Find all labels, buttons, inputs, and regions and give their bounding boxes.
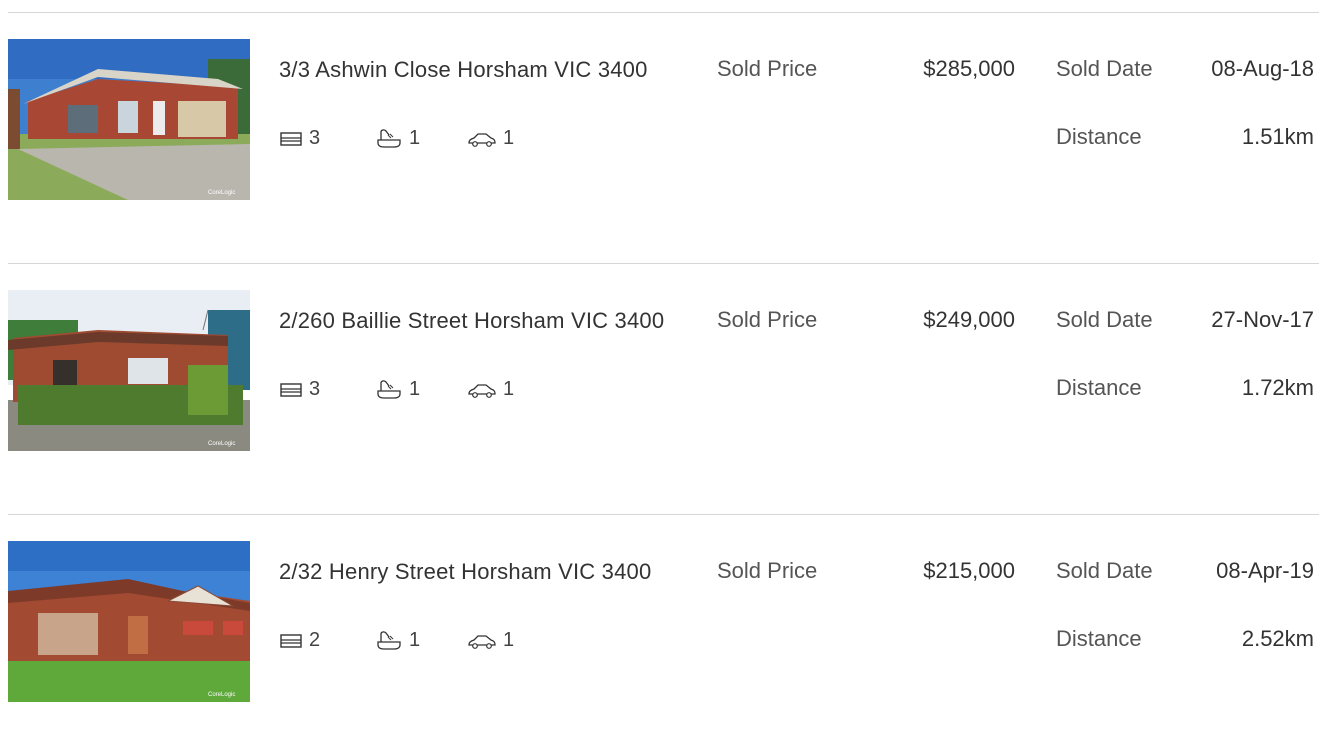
- property-address[interactable]: 2/260 Baillie Street Horsham VIC 3400: [279, 308, 665, 333]
- car-feature: [467, 127, 514, 150]
- sold-date-value: 27-Nov-17: [1211, 307, 1314, 332]
- car-feature: [467, 629, 514, 652]
- house-photo: [8, 541, 250, 702]
- listing-item[interactable]: [0, 290, 1320, 490]
- sold-price-value: $215,000: [923, 558, 1015, 583]
- bed-count: 3: [309, 378, 321, 400]
- bath-feature: [375, 378, 420, 401]
- sold-date-label: Sold Date: [1056, 56, 1153, 81]
- bath-icon: [375, 128, 403, 150]
- car-feature: [467, 378, 514, 401]
- sold-price-label: Sold Price: [717, 558, 818, 583]
- bath-count: 1: [409, 127, 421, 149]
- car-count: 1: [503, 378, 515, 400]
- bed-icon: [279, 130, 303, 148]
- house-photo: [8, 290, 250, 451]
- photo-watermark: CoreLogic: [208, 692, 236, 698]
- property-photo[interactable]: [8, 290, 250, 451]
- listing-item[interactable]: [0, 541, 1320, 741]
- property-address[interactable]: 2/32 Henry Street Horsham VIC 3400: [279, 559, 652, 584]
- property-address[interactable]: 3/3 Ashwin Close Horsham VIC 3400: [279, 57, 648, 82]
- bed-feature: [279, 378, 320, 401]
- sold-date-value: 08-Aug-18: [1211, 56, 1314, 81]
- bath-count: 1: [409, 629, 421, 651]
- car-icon: [467, 632, 497, 650]
- bed-icon: [279, 381, 303, 399]
- bed-icon: [279, 632, 303, 650]
- property-photo[interactable]: [8, 39, 250, 200]
- car-icon: [467, 130, 497, 148]
- listing-item[interactable]: [0, 39, 1320, 239]
- listing-divider: [8, 514, 1319, 515]
- bath-icon: [375, 630, 403, 652]
- photo-watermark: CoreLogic: [208, 190, 236, 196]
- bath-count: 1: [409, 378, 421, 400]
- car-count: 1: [503, 629, 515, 651]
- sold-date-label: Sold Date: [1056, 558, 1153, 583]
- sold-date-value: 08-Apr-19: [1216, 558, 1314, 583]
- house-photo: [8, 39, 250, 200]
- bath-feature: [375, 127, 420, 150]
- property-photo[interactable]: [8, 541, 250, 702]
- distance-value: 2.52km: [1241, 626, 1314, 651]
- listing-divider: [8, 12, 1319, 13]
- bath-feature: [375, 629, 420, 652]
- bed-count: 2: [309, 629, 321, 651]
- sold-price-label: Sold Price: [717, 307, 818, 332]
- bed-feature: [279, 127, 320, 150]
- sold-price-label: Sold Price: [717, 56, 818, 81]
- car-icon: [467, 381, 497, 399]
- distance-label: Distance: [1056, 626, 1142, 651]
- sold-price-value: $285,000: [923, 56, 1015, 81]
- sold-date-label: Sold Date: [1056, 307, 1153, 332]
- distance-label: Distance: [1056, 375, 1142, 400]
- distance-value: 1.51km: [1241, 124, 1314, 149]
- distance-value: 1.72km: [1241, 375, 1314, 400]
- bed-count: 3: [309, 127, 321, 149]
- car-count: 1: [503, 127, 515, 149]
- distance-label: Distance: [1056, 124, 1142, 149]
- sold-price-value: $249,000: [923, 307, 1015, 332]
- bath-icon: [375, 379, 403, 401]
- photo-watermark: CoreLogic: [208, 441, 236, 447]
- listing-divider: [8, 263, 1319, 264]
- bed-feature: [279, 629, 320, 652]
